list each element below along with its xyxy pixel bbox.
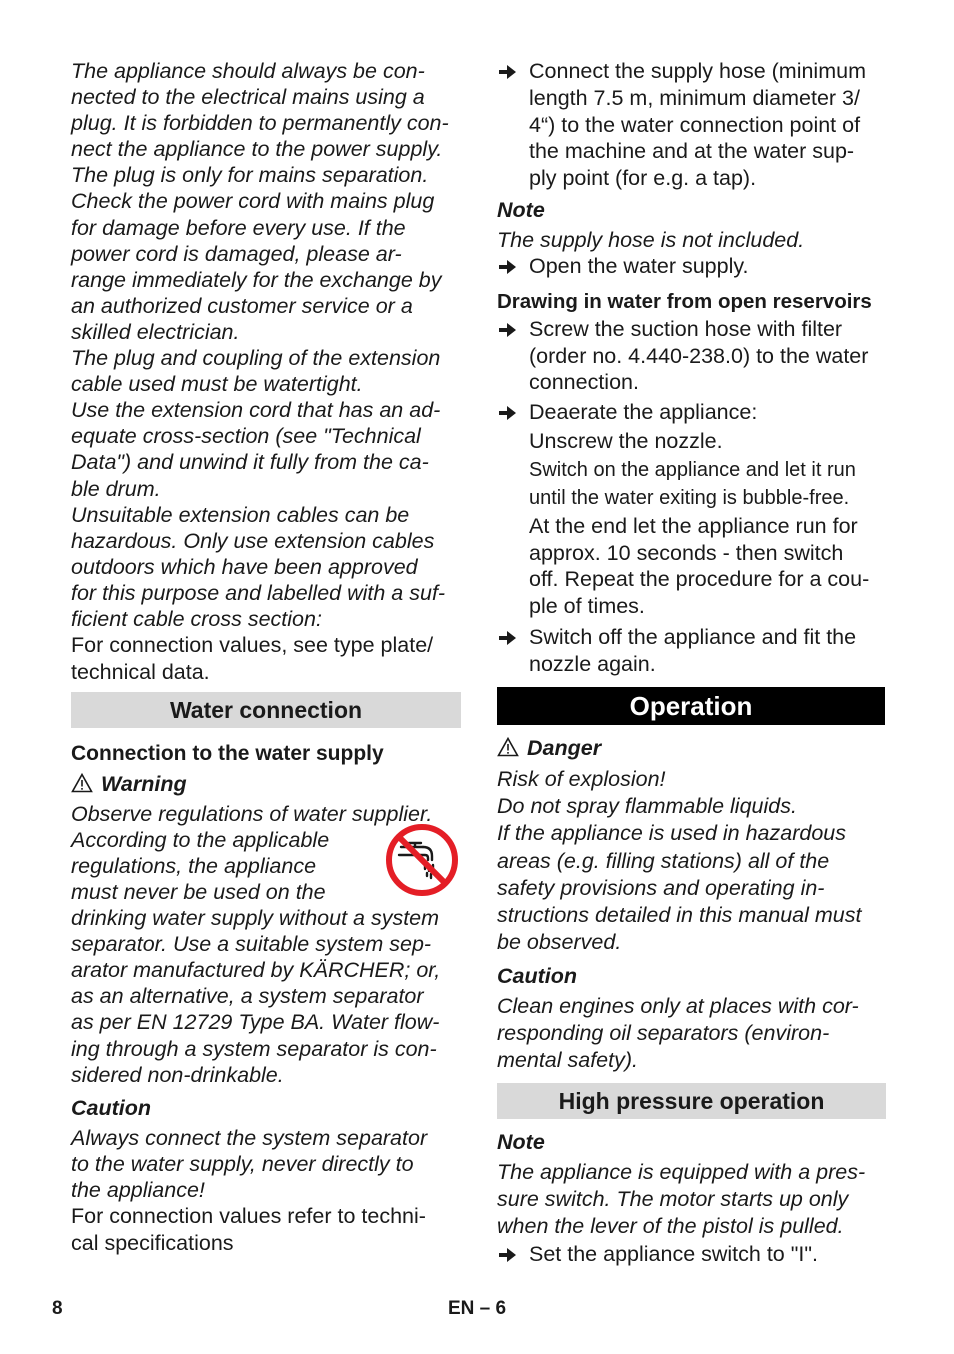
deaerate-step-repeat: At the end let the appliance run for approx. 10 seconds - then switch off. Repeat the procedure for a cou- ple of times. (529, 513, 870, 619)
deaerate-step-switch-on: Switch on the appliance and let it run until the water exiting is bubble-free. (529, 458, 856, 509)
step-switch-to-i: Set the appliance switch to "I". (497, 1241, 887, 1268)
note-label: Note (497, 197, 545, 222)
danger-label: Danger (497, 734, 887, 762)
right-column (497, 58, 887, 1267)
note-text: The appliance is equipped with a pres- sure switch. The motor starts up only when the lever of the pistol is pulled. (497, 1159, 866, 1239)
caution-text: Clean engines only at places with cor- responding oil separators (environ- mental safety). (497, 993, 859, 1073)
left-column (71, 58, 461, 1257)
operation-heading: Operation (497, 687, 885, 725)
refer-text: For connection values refer to techni- cal specifications (71, 1203, 426, 1255)
reservoir-subheading: Drawing in water from open reservoirs (497, 289, 872, 313)
right-arrow-icon (497, 404, 517, 422)
right-arrow-icon (497, 258, 517, 276)
step-open-supply: Open the water supply. (497, 253, 887, 280)
right-arrow-icon (497, 321, 517, 339)
caution-text: Always connect the system separator to the water supply, never directly to the appliance! (71, 1125, 428, 1202)
warning-text: Observe regulations of water supplier. According to the applicable regulations, the appliance must never be used on the drinking water supply without a system separator. Use a suitable system sep- arator manufactured by KÄRCHER; or, as an alternative, a system separator as per EN 12729 Type BA. Water flow- ing through a system separator is con- sidered non-drinkable. (71, 801, 461, 1088)
warning-triangle-icon (71, 773, 93, 793)
warning-triangle-icon (497, 737, 519, 757)
right-arrow-icon (497, 63, 517, 81)
right-arrow-icon (497, 629, 517, 647)
warning-label: Warning (71, 770, 461, 798)
high-pressure-heading: High pressure operation (497, 1083, 886, 1119)
caution-label: Caution (497, 963, 578, 988)
no-drinking-water-icon (385, 823, 459, 897)
danger-text: Risk of explosion! Do not spray flammable liquids. If the appliance is used in hazardous areas (e.g. filling stations) all of the safety provisions and operating in- structions detailed in this manual must be observed. (497, 766, 862, 955)
note-text: The supply hose is not included. (497, 227, 805, 252)
water-connection-heading: Water connection (71, 692, 461, 728)
caution-label: Caution (71, 1095, 152, 1120)
step-connect-hose: Connect the supply hose (minimum length 7.5 m, minimum diameter 3/ 4“) to the water connection point of the machine and at the water sup- ply point (for e.g. a tap). (497, 58, 887, 192)
step-suction-hose: Screw the suction hose with filter (order no. 4.440-238.0) to the water connection. (497, 316, 887, 396)
intro-safety-text: The appliance should always be con- nected to the electrical mains using a plug. It is forbidden to permanently con- nect the appliance to the power supply. The plug is only for mains separation. Check the power cord with mains plug for damage before every use. If the power cord is damaged, please ar- range immediately for the exchange by an authorized customer service or a skilled electrician. The plug and coupling of the extension cable used must be watertight. Use the extension cord that has an ad- equate cross-section (see "Technical Data") and unwind it fully from the ca- ble drum. Unsuitable extension cables can be hazardous. Only use extension cables outdoors which have been approved for this purpose and labelled with a suf- ficient cable cross section: (71, 59, 449, 631)
supply-subheading: Connection to the water supply (71, 741, 384, 765)
deaerate-step-nozzle: Unscrew the nozzle. (529, 429, 723, 454)
step-switch-off: Switch off the appliance and fit the nozzle again. (497, 624, 887, 678)
connection-values-text: For connection values, see type plate/ technical data. (71, 633, 434, 684)
step-deaerate: Deaerate the appliance: (497, 399, 887, 426)
page-number: 8 (52, 1298, 63, 1319)
note-label: Note (497, 1129, 545, 1154)
right-arrow-icon (497, 1246, 517, 1264)
page-label: EN – 6 (448, 1298, 507, 1319)
